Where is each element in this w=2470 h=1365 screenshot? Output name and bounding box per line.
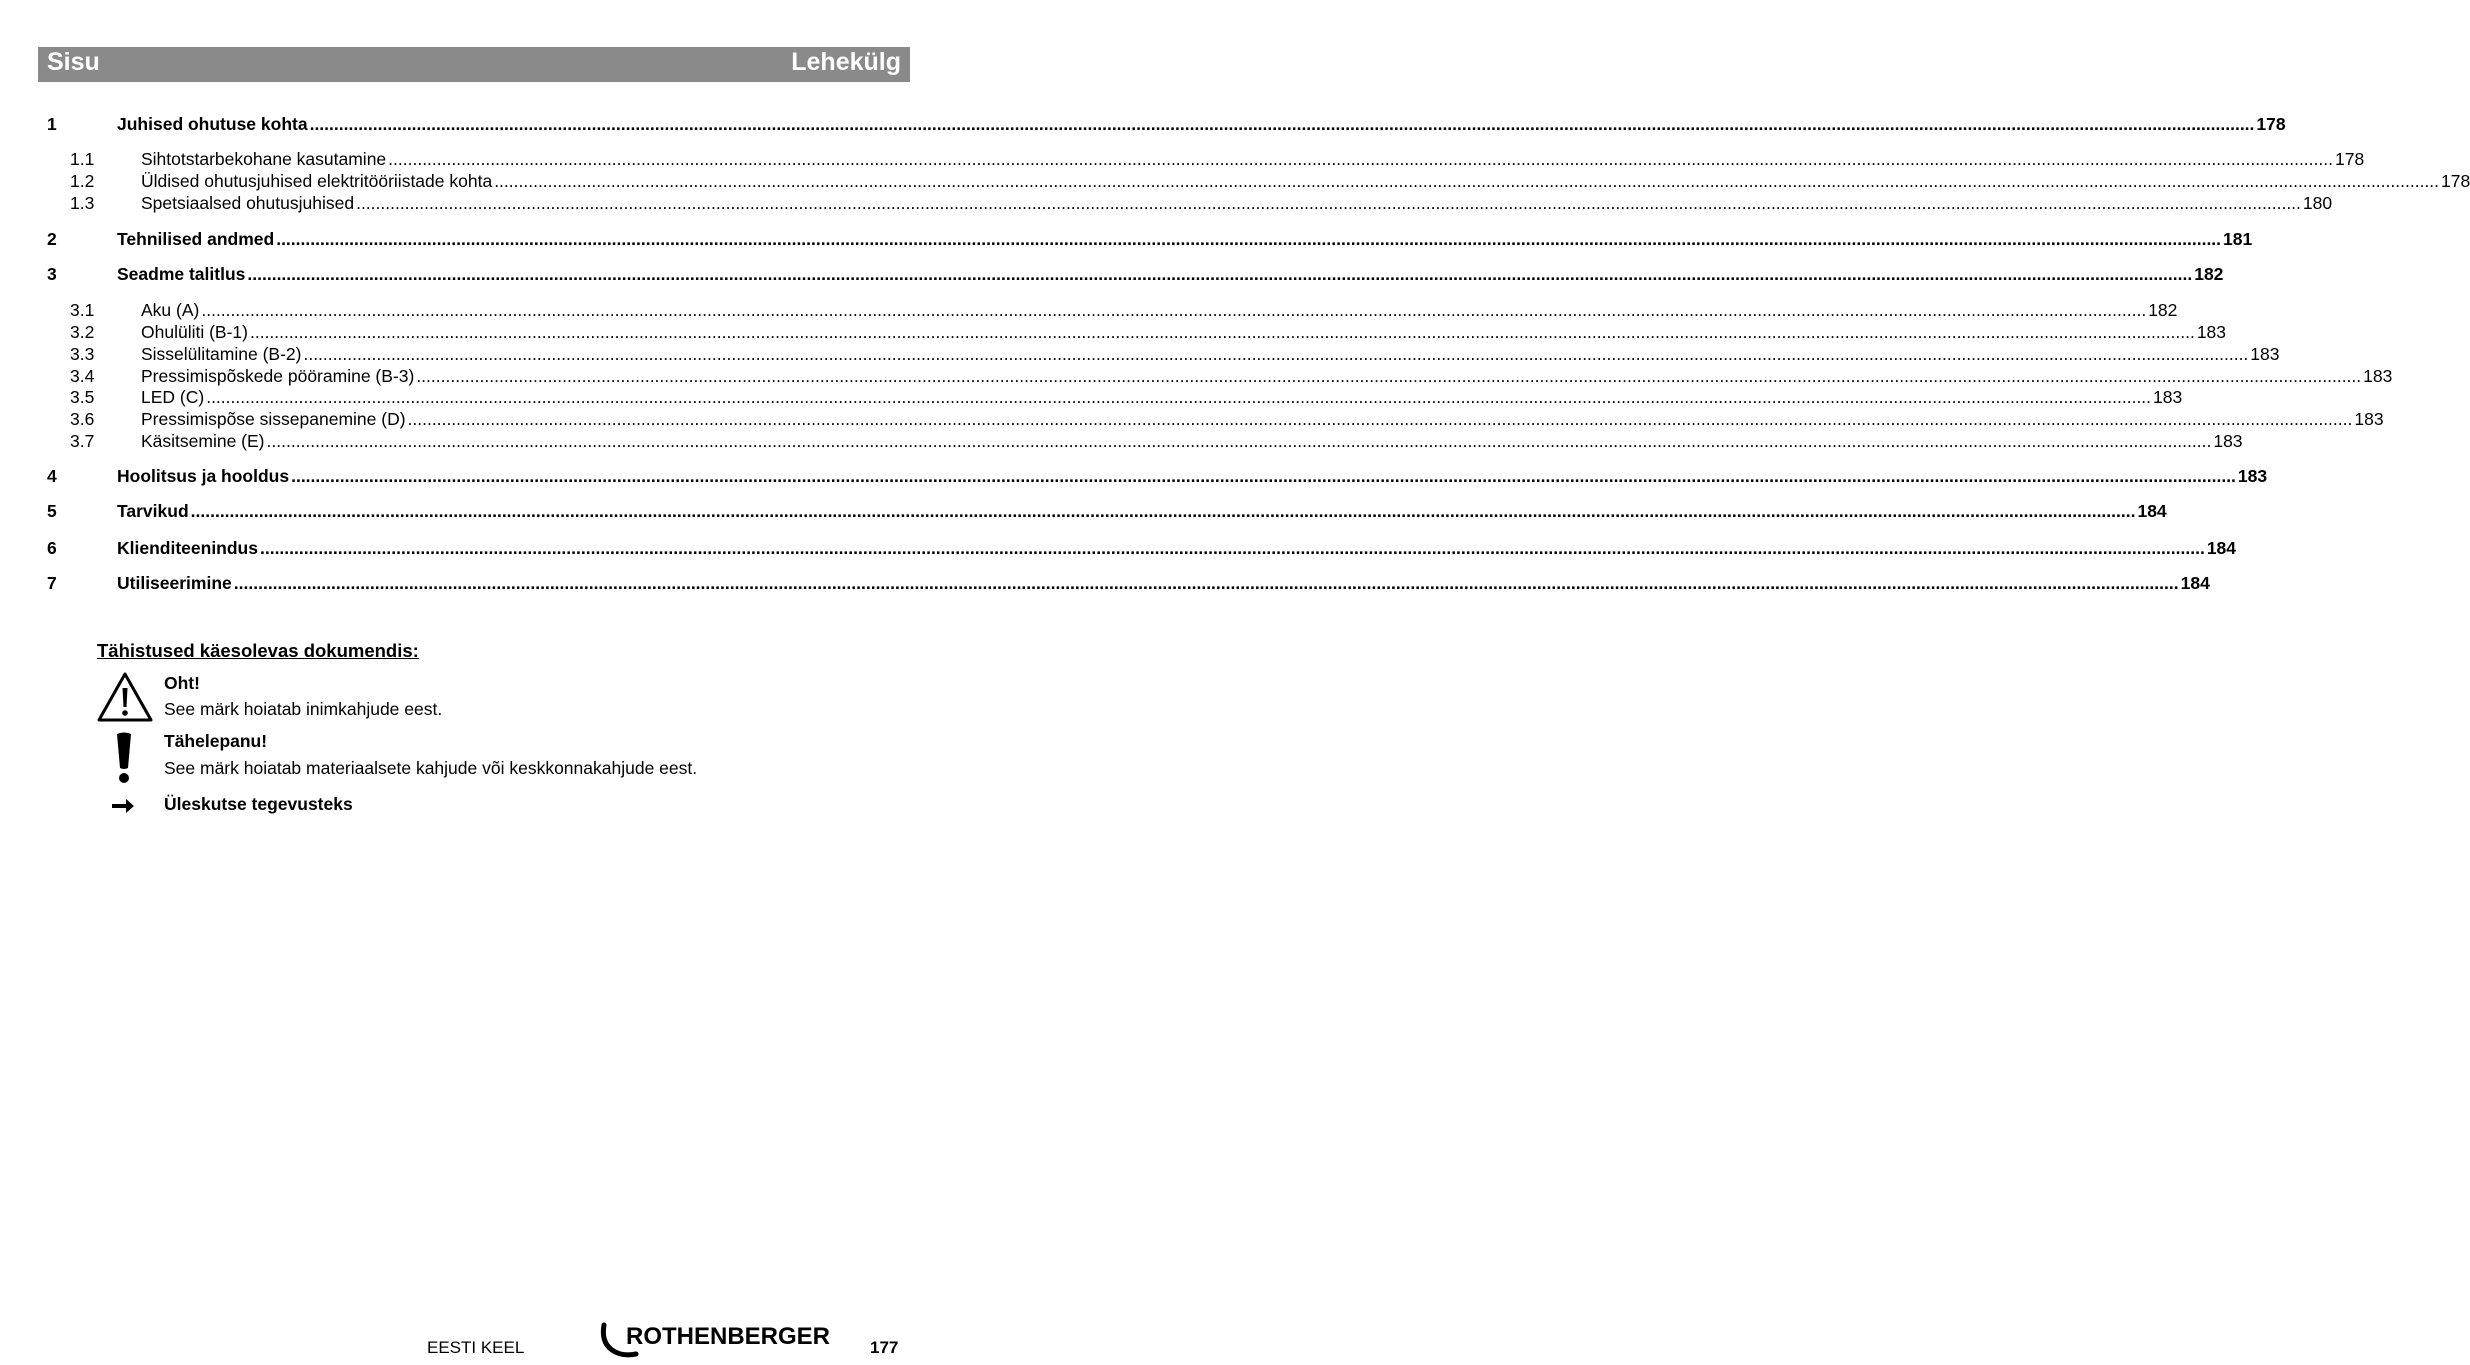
toc-row: [0, 113, 2286, 135]
legend-danger-heading: Oht!: [164, 673, 200, 693]
toc-number: 6: [47, 538, 57, 558]
toc-leader-dots: ................................................................................................................................................................................................................................................................................................................................................................................................................: [303, 344, 2249, 364]
toc-row: [0, 343, 2280, 365]
legend-attention-text: See märk hoiatab materiaalsete kahjude või keskkonnakahjude eest.: [164, 758, 698, 778]
toc-entry: [141, 386, 2183, 408]
toc-number: 3.4: [70, 366, 95, 386]
toc-entry: [141, 408, 2384, 430]
toc-page-number: 183: [2237, 466, 2268, 486]
toc-number: 1.3: [70, 193, 95, 213]
toc-title: Sisselülitamine (B-2): [141, 344, 302, 364]
toc-leader-dots: ................................................................................................................................................................................................................................................................................................................................................................................................................: [247, 264, 2193, 284]
toc-page-number: 183: [2196, 322, 2227, 342]
toc-entry: [141, 365, 2393, 387]
toc-entry: [117, 572, 2210, 594]
toc-row: [0, 170, 2470, 192]
toc-page-number: 181: [2223, 229, 2253, 249]
toc-title: Hoolitsus ja hooldus: [117, 466, 290, 486]
toc-row: [0, 572, 2210, 594]
brand-logo: [600, 1320, 852, 1365]
legend-danger-text: See märk hoiatab inimkahjude eest.: [164, 699, 443, 719]
toc-number: 2: [47, 229, 57, 249]
toc-leader-dots: ................................................................................................................................................................................................................................................................................................................................................................................................................: [206, 387, 2152, 407]
toc-title: Aku (A): [141, 300, 200, 320]
toc-number: 1: [47, 114, 57, 134]
footer-language: EESTI KEEL: [427, 1338, 525, 1357]
brand-name: ROTHENBERGER: [626, 1323, 831, 1350]
toc-leader-dots: ................................................................................................................................................................................................................................................................................................................................................................................................................: [266, 431, 2212, 451]
toc-entry: [141, 192, 2333, 214]
toc-page-number: 183: [2213, 431, 2243, 451]
toc-number: 3.2: [70, 322, 95, 342]
toc-page-number: 183: [2354, 409, 2384, 429]
toc-entry: [117, 228, 2253, 250]
toc-page-number: 184: [2137, 501, 2167, 521]
toc-row: [0, 192, 2333, 214]
header-title-page: Lehekülg: [791, 48, 901, 76]
toc-leader-dots: ................................................................................................................................................................................................................................................................................................................................................................................................................: [249, 322, 2195, 342]
toc-leader-dots: ................................................................................................................................................................................................................................................................................................................................................................................................................: [201, 300, 2147, 320]
toc-row: [0, 500, 2167, 522]
toc-entry: [141, 430, 2243, 452]
header-bar: [38, 47, 910, 82]
toc-row: [0, 263, 2224, 285]
toc-row: [0, 321, 2227, 343]
toc-title: Tehnilised andmed: [117, 229, 275, 249]
arrow-right-icon: [110, 796, 136, 816]
footer-page-number: 177: [870, 1338, 899, 1357]
toc-leader-dots: ................................................................................................................................................................................................................................................................................................................................................................................................................: [259, 538, 2205, 558]
toc-number: 5: [47, 501, 57, 521]
toc-entry: [117, 537, 2237, 559]
toc-entry: [117, 500, 2167, 522]
toc-entry: [117, 263, 2224, 285]
toc-leader-dots: ................................................................................................................................................................................................................................................................................................................................................................................................................: [276, 229, 2222, 249]
toc-page-number: 183: [2250, 344, 2280, 364]
toc-page-number: 184: [2180, 573, 2210, 593]
toc-leader-dots: ................................................................................................................................................................................................................................................................................................................................................................................................................: [407, 409, 2353, 429]
toc-number: 3.6: [70, 409, 95, 429]
toc-leader-dots: ................................................................................................................................................................................................................................................................................................................................................................................................................: [309, 114, 2255, 134]
toc-row: [0, 465, 2268, 487]
toc-leader-dots: ................................................................................................................................................................................................................................................................................................................................................................................................................: [494, 171, 2440, 191]
legend-title: Tähistused käesolevas dokumendis:: [97, 640, 419, 661]
toc-title: Pressimispõse sissepanemine (D): [141, 409, 406, 429]
toc-title: Üldised ohutusjuhised elektritööriistade kohta: [141, 171, 493, 191]
toc-number: 3.5: [70, 387, 95, 407]
toc-number: 1.1: [70, 149, 95, 169]
toc-entry: [141, 299, 2178, 321]
toc-row: [0, 299, 2178, 321]
toc-number: 3: [47, 264, 57, 284]
exclamation-icon: [112, 731, 136, 785]
toc-leader-dots: ................................................................................................................................................................................................................................................................................................................................................................................................................: [233, 573, 2179, 593]
toc-page-number: 180: [2302, 193, 2333, 213]
warning-triangle-icon: [96, 671, 154, 723]
toc-entry: [141, 343, 2280, 365]
toc-number: 4: [47, 466, 57, 486]
toc-title: Käsitsemine (E): [141, 431, 265, 451]
toc-number: 7: [47, 573, 57, 593]
toc-page-number: 184: [2206, 538, 2237, 558]
toc-title: Pressimispõskede pööramine (B-3): [141, 366, 415, 386]
toc-entry: [141, 321, 2227, 343]
toc-title: LED (C): [141, 387, 205, 407]
toc-title: Seadme talitlus: [117, 264, 246, 284]
toc-page-number: 182: [2194, 264, 2224, 284]
toc-entry: [141, 148, 2365, 170]
toc-title: Spetsiaalsed ohutusjuhised: [141, 193, 355, 213]
toc-leader-dots: ................................................................................................................................................................................................................................................................................................................................................................................................................: [190, 501, 2136, 521]
toc-page-number: 178: [2334, 149, 2365, 169]
toc-title: Klienditeenindus: [117, 538, 258, 558]
toc-page-number: 183: [2363, 366, 2393, 386]
toc-title: Juhised ohutuse kohta: [117, 114, 308, 134]
toc-leader-dots: ................................................................................................................................................................................................................................................................................................................................................................................................................: [388, 149, 2333, 169]
toc-leader-dots: ................................................................................................................................................................................................................................................................................................................................................................................................................: [416, 366, 2362, 386]
toc-title: Tarvikud: [117, 501, 189, 521]
toc-title: Sihtotstarbekohane kasutamine: [141, 149, 387, 169]
toc-row: [0, 365, 2393, 387]
toc-page-number: 182: [2148, 300, 2178, 320]
rothenberger-logo-icon: [600, 1320, 852, 1360]
toc-number: 3.1: [70, 300, 95, 320]
toc-row: [0, 228, 2253, 250]
toc-leader-dots: ................................................................................................................................................................................................................................................................................................................................................................................................................: [291, 466, 2236, 486]
toc-number: 3.7: [70, 431, 95, 451]
legend-attention-heading: Tähelepanu!: [164, 731, 268, 751]
toc-number: 3.3: [70, 344, 95, 364]
toc-title: Ohulüliti (B-1): [141, 322, 248, 342]
toc-title: Utiliseerimine: [117, 573, 232, 593]
header-title-contents: Sisu: [47, 48, 100, 76]
toc-row: [0, 148, 2365, 170]
toc-row: [0, 386, 2183, 408]
toc-page-number: 178: [2256, 114, 2286, 134]
toc-entry: [117, 465, 2268, 487]
legend-action-heading: Üleskutse tegevusteks: [164, 794, 353, 814]
toc-page-number: 178: [2441, 171, 2470, 191]
toc-entry: [117, 113, 2286, 135]
toc-row: [0, 537, 2237, 559]
toc-row: [0, 408, 2384, 430]
toc-leader-dots: ................................................................................................................................................................................................................................................................................................................................................................................................................: [356, 193, 2301, 213]
toc-page-number: 183: [2153, 387, 2183, 407]
toc-number: 1.2: [70, 171, 95, 191]
toc-row: [0, 430, 2243, 452]
toc-entry: [141, 170, 2470, 192]
